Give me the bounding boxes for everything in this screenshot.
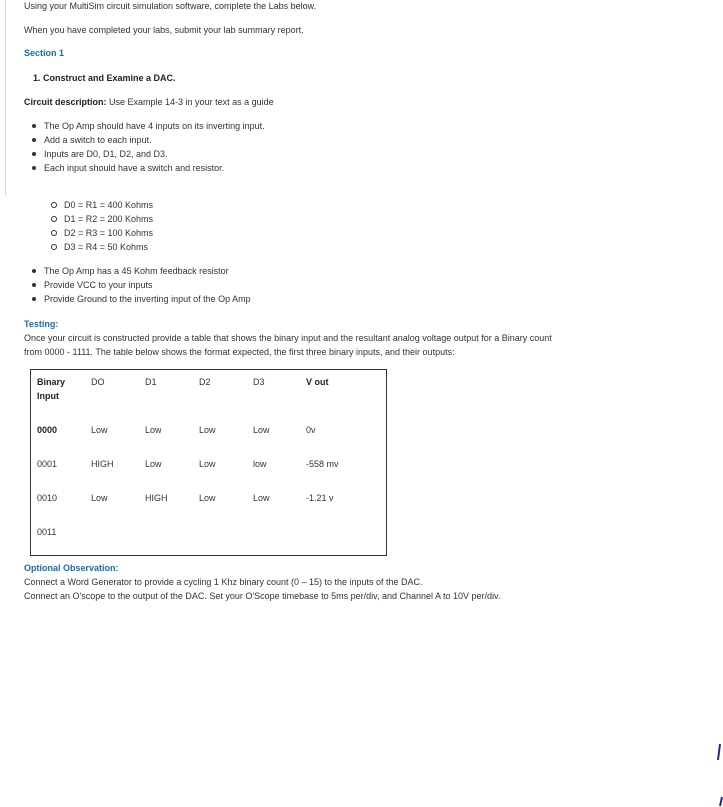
row-d3: Low bbox=[253, 425, 270, 435]
list-item: D0 = R1 = 400 Kohms bbox=[44, 198, 153, 212]
list-item: The Op Amp should have 4 inputs on its inverting input. bbox=[24, 119, 265, 133]
row-input: 0011 bbox=[37, 527, 57, 537]
row-d1: Low bbox=[145, 425, 162, 435]
intro-line-1: Using your MultiSim circuit simulation software, complete the Labs below. bbox=[24, 1, 317, 11]
row-d2: Low bbox=[199, 425, 216, 435]
list-item: D1 = R2 = 200 Kohms bbox=[44, 212, 153, 226]
row-d1: HIGH bbox=[145, 493, 168, 503]
row-d1: Low bbox=[145, 459, 162, 469]
circuit-description bbox=[24, 97, 274, 107]
row-d0: Low bbox=[91, 425, 108, 435]
list-item: D3 = R4 = 50 Kohms bbox=[44, 240, 153, 254]
row-d2: Low bbox=[199, 459, 216, 469]
list-item: Inputs are D0, D1, D2, and D3. bbox=[24, 147, 265, 161]
circuit-label: Circuit description: bbox=[24, 97, 107, 107]
testing-line-1: Once your circuit is constructed provide a table that shows the binary input and the resultant analog voltage output for a Binary count bbox=[24, 333, 552, 343]
list-item: Add a switch to each input. bbox=[24, 133, 265, 147]
intro-line-2: When you have completed your labs, submit your lab summary report. bbox=[24, 25, 304, 35]
header-d3: D3 bbox=[253, 377, 265, 387]
binary-output-table bbox=[30, 369, 387, 556]
resistor-list bbox=[44, 198, 153, 254]
optional-heading: Optional Observation: bbox=[24, 563, 119, 573]
section-heading: Section 1 bbox=[24, 48, 65, 58]
row-input: 0001 bbox=[37, 459, 58, 469]
row-vout: -1.21 v bbox=[306, 493, 334, 503]
row-d0: Low bbox=[91, 493, 108, 503]
list-item: Provide Ground to the inverting input of the Op Amp bbox=[24, 292, 251, 306]
left-border-line bbox=[0, 0, 6, 196]
optional-line-2: Connect an O'scope to the output of the DAC. Set your O'Scope timebase to 5ms per/div, and Channel A to 10V per/div. bbox=[24, 591, 501, 601]
header-vout: V out bbox=[306, 377, 329, 387]
row-input: 0000 bbox=[37, 425, 58, 435]
row-d0: HIGH bbox=[91, 459, 114, 469]
row-input: 0010 bbox=[37, 493, 58, 503]
handwritten-stroke-icon bbox=[712, 742, 723, 807]
row-vout: 0v bbox=[306, 425, 316, 435]
list-item: D2 = R3 = 100 Kohms bbox=[44, 226, 153, 240]
row-d2: Low bbox=[199, 493, 216, 503]
testing-heading: Testing: bbox=[24, 319, 59, 329]
row-vout: -558 mv bbox=[306, 459, 339, 469]
header-input: Input bbox=[37, 391, 59, 401]
list-item: Provide VCC to your inputs bbox=[24, 278, 251, 292]
header-d2: D2 bbox=[199, 377, 211, 387]
optional-line-1: Connect a Word Generator to provide a cycling 1 Khz binary count (0 – 15) to the inputs of the DAC. bbox=[24, 577, 423, 587]
circuit-text: Use Example 14-3 in your text as a guide bbox=[106, 97, 274, 107]
row-d3: low bbox=[253, 459, 267, 469]
list-item: Each input should have a switch and resistor. bbox=[24, 161, 265, 175]
header-d0: DO bbox=[91, 377, 105, 387]
opamp-list bbox=[24, 264, 251, 306]
lab-title: 1. Construct and Examine a DAC. bbox=[33, 73, 176, 83]
testing-line-2: from 0000 - 1111. The table below shows the format expected, the first three binary inputs, and their outputs: bbox=[24, 347, 455, 357]
list-item: The Op Amp has a 45 Kohm feedback resistor bbox=[24, 264, 251, 278]
header-binary: Binary bbox=[37, 377, 66, 387]
row-d3: Low bbox=[253, 493, 270, 503]
header-d1: D1 bbox=[145, 377, 157, 387]
requirements-list bbox=[24, 119, 265, 175]
